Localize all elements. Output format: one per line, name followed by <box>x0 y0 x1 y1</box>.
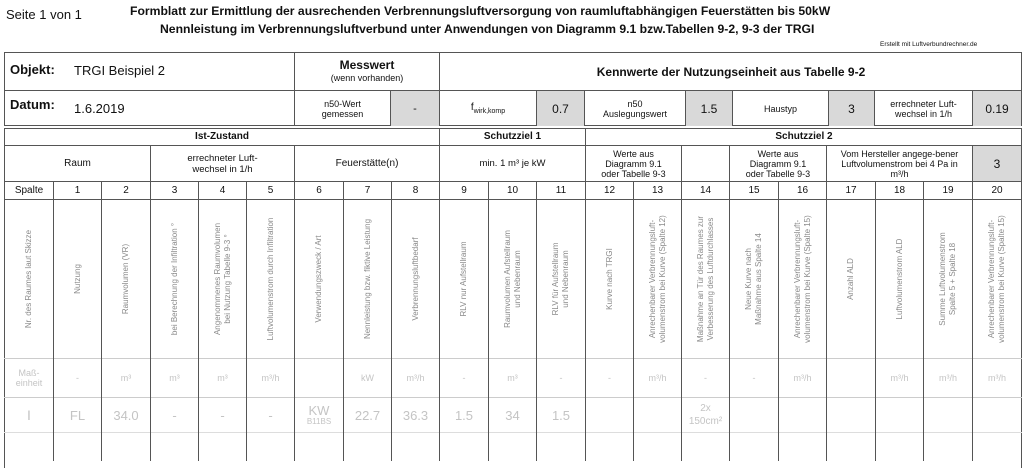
unit-col-2: m³ <box>120 373 132 383</box>
col-number-8: 8 <box>412 185 419 196</box>
col-number-5: 5 <box>267 185 274 196</box>
units-label: Maß-einheit <box>15 368 43 388</box>
data-col-7[interactable]: 22.7 <box>354 407 381 423</box>
header-raum-nr: Nr. des Raumes laut Skizze <box>24 229 33 329</box>
data-col-5[interactable]: - <box>268 407 273 423</box>
header-col-8: Verbrennungsluftbedarf <box>410 237 420 321</box>
header-col-13: Anrechenbarer Verbrennungsluft- volumenstrom bei Kurve (Spalte 12) <box>647 215 667 343</box>
header-col-11: RLV für Aufstellraum und Nebenraum <box>551 242 570 316</box>
unit-col-11: - <box>559 373 563 383</box>
objekt-label: Objekt: <box>10 62 55 77</box>
unit-col-4: m³ <box>217 373 228 383</box>
unit-col-15: - <box>752 373 756 383</box>
data-col-9[interactable]: 1.5 <box>454 407 474 423</box>
unit-col-1: - <box>76 373 79 383</box>
hersteller-value[interactable]: 3 <box>973 146 1021 181</box>
col-number-11: 11 <box>555 185 567 196</box>
data-col-2[interactable]: 34.0 <box>113 407 139 423</box>
subgroup-feuerstaette: Feuerstätte(n) <box>335 158 399 169</box>
unit-col-10: m³ <box>507 373 518 383</box>
data-row-nr: I <box>27 407 31 423</box>
header-col-5: Luftvolumenstrom durch Infiltration <box>265 217 275 341</box>
header-col-18: Luftvolumenstrom ALD <box>894 238 904 320</box>
objekt-value[interactable]: TRGI Beispiel 2 <box>74 63 166 78</box>
unit-col-17 <box>827 359 875 397</box>
col-number-7: 7 <box>364 185 371 196</box>
header-col-16: Anrechenbarer Verbrennungsluft- volumenstrom bei Kurve (Spalte 15) <box>792 215 812 343</box>
col-number-18: 18 <box>893 185 906 196</box>
header-col-7: Nennleistung bzw. fiktive Leistung <box>362 218 372 340</box>
data-col-20[interactable] <box>973 398 1021 432</box>
data-col-4[interactable]: - <box>220 407 225 423</box>
header-col-2: Raumvolumen (VR) <box>121 243 130 315</box>
header-col-10: Raumvolumen Aufstellraum und Nebenraum <box>502 230 522 328</box>
unit-col-14: - <box>704 373 707 383</box>
datum-label: Datum: <box>10 97 55 112</box>
group-ist-zustand: Ist-Zustand <box>195 131 249 142</box>
form-title-line1: Formblatt zur Ermittlung der ausrechenden Verbrennungsluftversorgung von raumluftabhängigen Feuerstätten bis 50kW <box>130 4 831 18</box>
messwert-subtitle: (wenn vorhanden) <box>330 73 404 83</box>
header-col-6: Verwendungszweck / Art <box>314 235 323 323</box>
data-col-14[interactable]: 2x 150cm² <box>688 403 723 427</box>
data-col-18[interactable] <box>876 398 923 432</box>
header-col-19: Summe Luftvolumenstrom Spalte 5 + Spalte 18 <box>938 232 957 326</box>
data-col-12[interactable] <box>586 398 633 432</box>
haustyp-value[interactable]: 3 <box>829 91 874 126</box>
col-number-4: 4 <box>219 185 226 196</box>
n50-auslegung-label: n50 Auslegungswert <box>602 98 668 119</box>
data-col-17[interactable] <box>827 398 875 432</box>
fwirk-value[interactable]: 0.7 <box>537 91 584 126</box>
col-number-16: 16 <box>796 185 809 196</box>
fwirk-label: $f_{wirk,komp}$ <box>470 102 506 115</box>
header-col-9: RLV nur Aufstellraum <box>459 241 468 317</box>
data-col-6[interactable]: KW B11BS <box>306 403 332 426</box>
subgroup-raum: Raum <box>64 158 91 169</box>
group-schutzziel-1: Schutzziel 1 <box>483 131 542 142</box>
messwert-title: Messwert <box>339 58 395 72</box>
col-number-14: 14 <box>699 185 712 196</box>
kennwerte-title: Kennwerte der Nutzungseinheit aus Tabelle 9-2 <box>596 65 866 79</box>
header-col-14: Maßnahme an Tür des Raumes zur Verbesserung des Luftdurchlasses <box>695 215 715 343</box>
unit-col-3: m³ <box>169 373 180 383</box>
luftwechsel-value[interactable]: 0.19 <box>973 91 1021 126</box>
data-col-3[interactable]: - <box>172 407 177 423</box>
unit-col-13: m³/h <box>648 373 667 383</box>
data-col-13[interactable] <box>634 398 681 432</box>
header-col-17: Anzahl ALD <box>846 258 855 300</box>
n50-gemessen-label: n50-Wert gemessen <box>321 98 364 119</box>
unit-col-19: m³/h <box>939 373 957 383</box>
col-number-1: 1 <box>74 185 81 196</box>
data-col-10[interactable]: 34 <box>505 407 520 423</box>
header-col-3: bei Berechnung der Infiltration ° <box>169 222 179 336</box>
col-number-6: 6 <box>316 185 322 196</box>
header-col-20: Anrechenbarer Verbrennungsluft- volumenstrom bei Kurve (Spalte 15) <box>987 215 1006 343</box>
spalte-label: Spalte <box>14 185 44 196</box>
luftwechsel-label: errechneter Luft-wechsel in 1/h <box>890 98 957 119</box>
subgroup-hersteller: Vom Hersteller angege-bener Luftvolumenstrom bei 4 Pa in m³/h <box>840 148 959 179</box>
data-col-1[interactable]: FL <box>69 407 86 423</box>
data-col-15[interactable] <box>730 398 778 432</box>
col-number-9: 9 <box>461 185 467 196</box>
header-col-1: Nutzung <box>72 264 82 294</box>
unit-col-12: - <box>608 373 611 383</box>
unit-col-18: m³/h <box>890 373 909 383</box>
unit-col-5: m³/h <box>261 373 280 383</box>
col-number-12: 12 <box>603 185 616 196</box>
header-col-15: Neue Kurve nach Maßnahme aus Spalte 14 <box>744 233 763 325</box>
col-number-15: 15 <box>748 185 760 196</box>
group-schutzziel-2: Schutzziel 2 <box>775 131 833 142</box>
n50-gemessen-value[interactable]: - <box>391 91 439 126</box>
unit-col-8: m³/h <box>406 373 425 383</box>
unit-col-20: m³/h <box>988 373 1006 383</box>
header-col-4: Angenommenes Raumvolumen bei Nutzung Tabelle 9-3 ° <box>212 222 232 336</box>
data-col-19[interactable] <box>924 398 972 432</box>
data-col-8[interactable]: 36.3 <box>402 407 429 423</box>
datum-value[interactable]: 1.6.2019 <box>74 101 125 116</box>
subgroup-werte-diagramm-a: Werte aus Diagramm 9.1 oder Tabelle 9-3 <box>601 148 666 179</box>
col-number-3: 3 <box>171 185 178 196</box>
col-number-17: 17 <box>845 185 857 196</box>
col-number-10: 10 <box>506 185 519 196</box>
unit-col-16: m³/h <box>793 373 812 383</box>
header-col-12: Kurve nach TRGI <box>604 248 614 310</box>
col-number-2: 2 <box>123 185 129 196</box>
unit-col-6 <box>295 359 343 397</box>
data-col-16[interactable] <box>779 398 826 432</box>
data-col-11[interactable]: 1.5 <box>551 407 571 423</box>
unit-col-9: - <box>462 373 466 383</box>
unit-col-7: kW <box>361 373 374 383</box>
credit-text: Erstellt mit Luftverbundrechner.de <box>880 41 978 48</box>
n50-auslegung-value[interactable]: 1.5 <box>686 91 732 126</box>
subgroup-luftwechsel: errechneter Luft-wechsel in 1/h <box>187 152 258 175</box>
col-number-13: 13 <box>651 185 664 196</box>
col-number-19: 19 <box>942 185 954 196</box>
subgroup-min1m3: min. 1 m³ je kW <box>479 158 546 169</box>
subgroup-werte-diagramm-b: Werte aus Diagramm 9.1 oder Tabelle 9-3 <box>745 148 811 179</box>
form-title-line2: Nennleistung im Verbrennungsluftverbund unter Anwendungen von Diagramm 9.1 bzw.Tabellen 9-2, 9-3 der TRGI <box>160 22 815 36</box>
col-number-20: 20 <box>991 185 1003 196</box>
page-number: Seite 1 von 1 <box>6 7 82 22</box>
haustyp-label: Haustyp <box>763 103 798 114</box>
